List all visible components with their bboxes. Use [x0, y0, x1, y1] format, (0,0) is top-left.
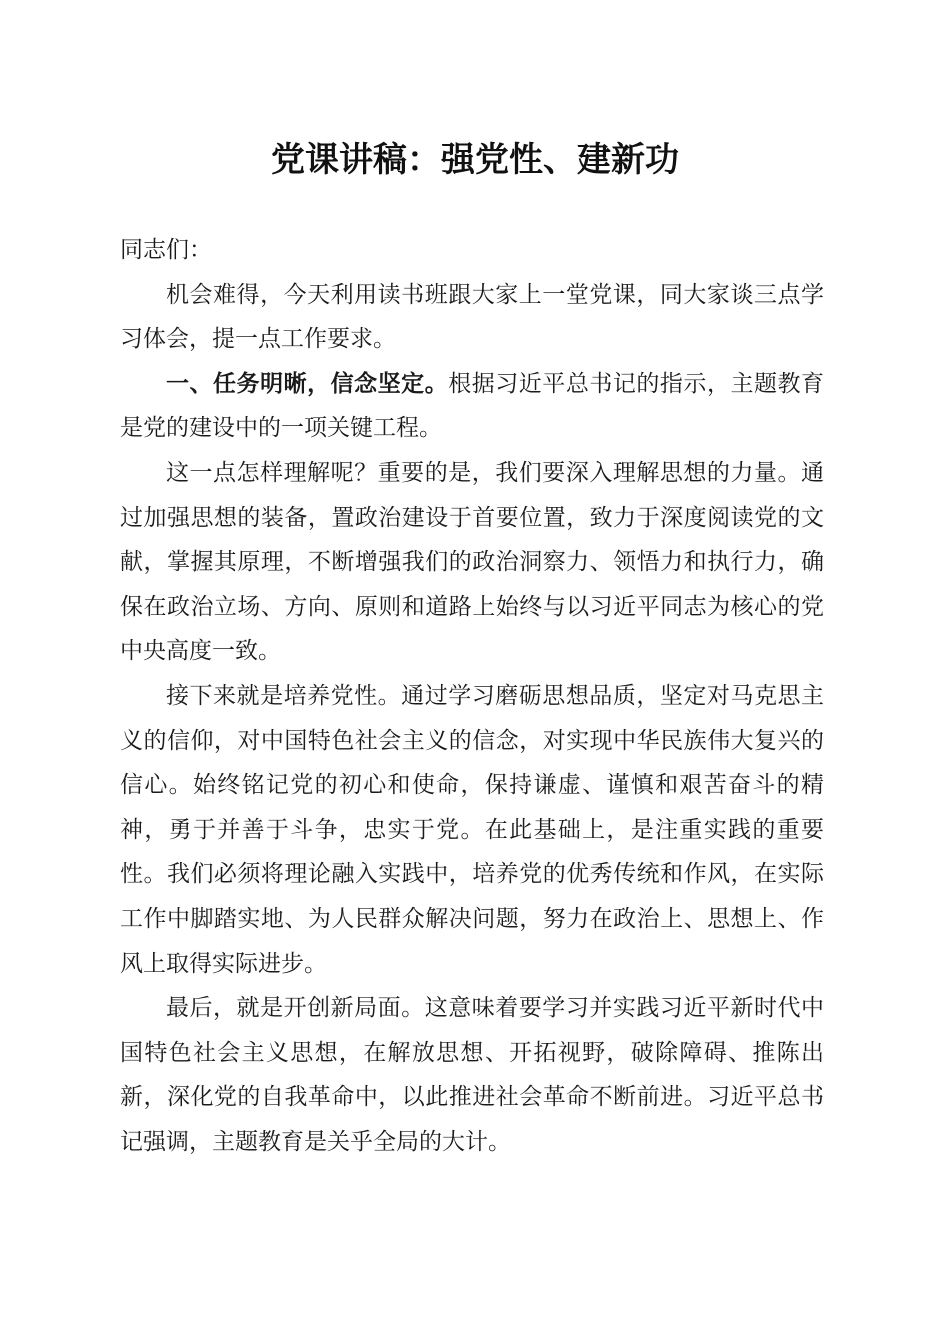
paragraph-4-text: 接下来就是培养党性。通过学习磨砺思想品质，坚定对马克思主义的信仰，对中国特色社会主义的信念，对实现中华民族伟大复兴的信心。始终铭记党的初心和使命，保持谦虚、谨慎和艰苦奋斗的精神，勇于并善于斗争，忠实于党。在此基础上，是注重实践的重要性。我们必须将理论融入实践中，培养党的优秀传统和作风，在实际工作中脚踏实地、为人民群众解决问题，努力在政治上、思想上、作风上取得实际进步。	[120, 682, 824, 977]
paragraph-3	[120, 451, 824, 674]
document-body	[120, 228, 824, 1164]
paragraph-5-text: 最后，就是开创新局面。这意味着要学习并实践习近平新时代中国特色社会主义思想，在解放思想、开拓视野，破除障碍、推陈出新，深化党的自我革命中，以此推进社会革命不断前进。习近平总书记强调，主题教育是关乎全局的大计。	[120, 995, 824, 1155]
paragraph-2-text: 根据习近平总书记的指示，主题教育是党的建设中的一项关键工程。	[120, 370, 825, 442]
paragraph-2	[120, 362, 824, 451]
paragraph-1	[120, 273, 824, 362]
paragraph-1-text: 机会难得，今天利用读书班跟大家上一堂党课，同大家谈三点学习体会，提一点工作要求。	[120, 281, 824, 353]
paragraph-5	[120, 986, 824, 1164]
paragraph-3-text: 这一点怎样理解呢？重要的是，我们要深入理解思想的力量。通过加强思想的装备，置政治建设于首要位置，致力于深度阅读党的文献，掌握其原理，不断增强我们的政治洞察力、领悟力和执行力，确保在政治立场、方向、原则和道路上始终与以习近平同志为核心的党中央高度一致。	[120, 459, 824, 665]
section-heading-1: 一、任务明晰，信念坚定。	[166, 370, 449, 397]
paragraph-4	[120, 674, 824, 986]
document-title: 党课讲稿：强党性、建新功	[271, 140, 679, 180]
salutation: 同志们：	[120, 237, 212, 263]
